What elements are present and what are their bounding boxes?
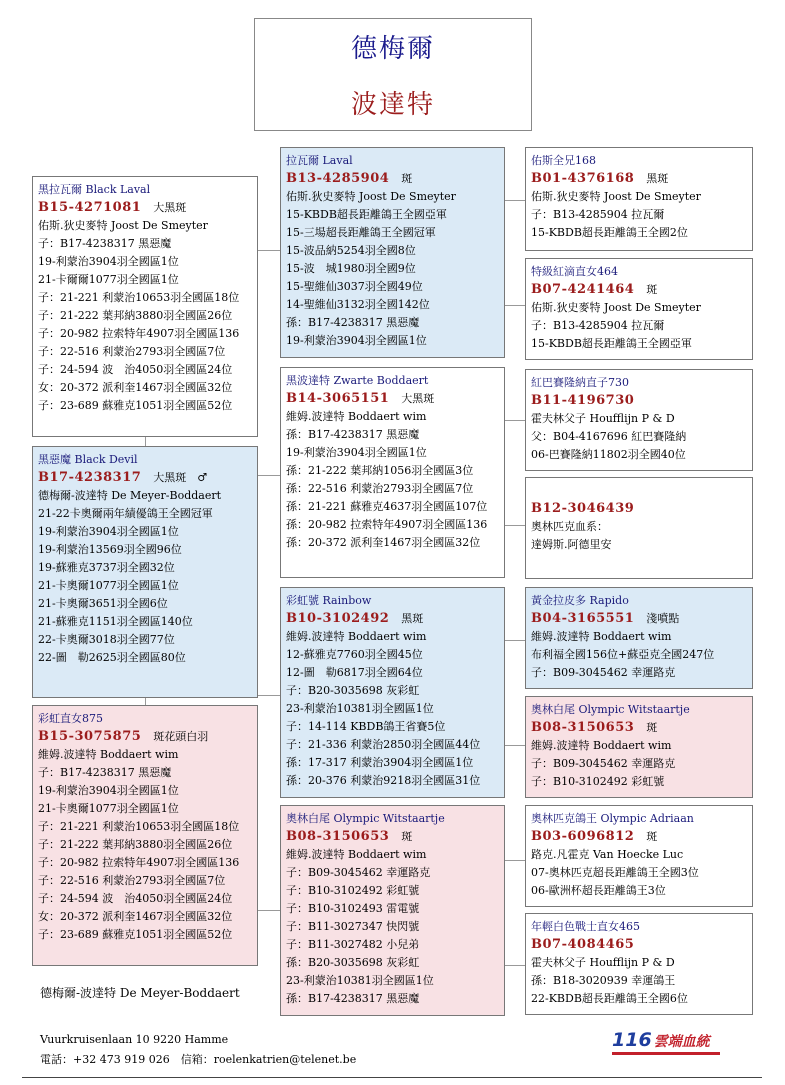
ring-number: B12-3046439: [531, 501, 635, 516]
pedigree-box-sire-dam: [280, 367, 505, 578]
pedigree-detail-line: 21-22卡奧爾兩年績優鴿王全國冠軍: [38, 507, 213, 520]
title-text-1: 德梅爾: [350, 34, 435, 64]
pigeon-name: 年輕白色戰士直女465: [531, 920, 640, 933]
pigeon-name: 黑拉瓦爾 Black Laval: [38, 183, 151, 196]
pedigree-detail-line: 子：B09-3045462 幸運路克: [286, 866, 431, 879]
pedigree-detail-line: 佑斯.狄史麥特 Joost De Smeyter: [531, 301, 701, 314]
ring-number-row: [531, 392, 746, 410]
color-descriptor: 黑斑: [401, 612, 424, 625]
pedigree-box-dam-sire: [280, 587, 505, 798]
pedigree-detail-line: 15-聖維仙3037羽全國49位: [286, 280, 423, 293]
connector-line: [257, 695, 280, 696]
ring-number-row: [286, 828, 498, 846]
ring-number: B07-4241464: [531, 282, 635, 297]
color-descriptor: 黑斑: [646, 172, 669, 185]
pedigree-detail-line: 子：20-982 拉索特年4907羽全國區136: [38, 327, 240, 340]
connector-line: [257, 475, 280, 476]
color-descriptor: 斑: [646, 830, 658, 843]
pedigree-detail-line: 子：B10-3102493 雷電號: [286, 902, 420, 915]
pedigree-detail-line: 15-三場超長距離鴿王全國冠軍: [286, 226, 436, 239]
pedigree-detail-line: 子：B10-3102492 彩虹號: [286, 884, 420, 897]
pigeon-name: 彩虹號 Rainbow: [286, 594, 372, 607]
pedigree-detail-line: 霍夫林父子 Houfflijn P & D: [531, 956, 675, 969]
pedigree-detail-line: 維姆.波達特 Boddaert wim: [286, 848, 427, 861]
color-descriptor: 斑花頭白羽: [153, 730, 209, 743]
pigeon-name: 奧林白尾 Olympic Witstaartje: [531, 703, 690, 716]
pedigree-detail-line: 15-KBDB超長距離鴿王全國2位: [531, 226, 688, 239]
connector-line: [504, 860, 525, 861]
ring-number: B07-4084465: [531, 937, 635, 952]
pedigree-detail-line: 15-KBDB超長距離鴿王全國亞軍: [531, 337, 692, 350]
pedigree-detail-line: 達姆斯.阿德里安: [531, 538, 612, 551]
pedigree-detail-line: 孫：20-376 利蒙治9218羽全國區31位: [286, 774, 481, 787]
pedigree-detail-line: 子：24-594 波 治4050羽全國區24位: [38, 892, 233, 905]
pedigree-detail-line: 維姆.波達特 Boddaert wim: [531, 630, 672, 643]
pedigree-detail-line: 22-KBDB超長距離鴿王全國6位: [531, 992, 688, 1005]
ring-number: B13-4285904: [286, 171, 390, 186]
pedigree-detail-line: 德梅爾-波達特 De Meyer-Boddaert: [38, 489, 222, 502]
ring-number-row: [531, 500, 746, 518]
pedigree-detail-line: 維姆.波達特 Boddaert wim: [38, 748, 179, 761]
page-bottom-rule: [22, 1077, 762, 1078]
pedigree-detail-line: 佑斯.狄史麥特 Joost De Smeyter: [531, 190, 701, 203]
pedigree-detail-line: 子：B09-3045462 幸運路克: [531, 757, 676, 770]
color-descriptor: 大黑斑 ♂: [153, 471, 208, 484]
ring-number: B10-3102492: [286, 611, 390, 626]
pedigree-detail-line: 孫：21-222 葉邦納1056羽全國區3位: [286, 464, 474, 477]
pedigree-box-gg1: [525, 147, 753, 251]
ring-number: B15-3075875: [38, 729, 142, 744]
pedigree-detail-line: 子：20-982 拉索特年4907羽全國區136: [38, 856, 240, 869]
pedigree-detail-line: 19-蘇雅克3737羽全國32位: [38, 561, 175, 574]
pedigree-detail-line: 19-利蒙治3904羽全國區1位: [38, 525, 179, 538]
title-text-2: 波達特: [350, 89, 435, 120]
logo-underline: [612, 1052, 720, 1055]
ring-number-row: [531, 719, 746, 737]
ring-number-row: [38, 199, 251, 217]
ring-number: B04-3165551: [531, 611, 635, 626]
ring-number-row: [38, 728, 251, 746]
pedigree-detail-line: 子：B11-3027482 小兒弟: [286, 938, 420, 951]
color-descriptor: 大黑斑: [153, 201, 187, 214]
pedigree-detail-line: 子：21-221 利蒙治10653羽全國區18位: [38, 820, 240, 833]
pedigree-detail-line: 路克.凡霍克 Van Hoecke Luc: [531, 848, 684, 861]
connector-line: [257, 910, 280, 911]
pedigree-detail-line: 子：B13-4285904 拉瓦爾: [531, 208, 665, 221]
pedigree-detail-line: 孫：20-982 拉索特年4907羽全國區136: [286, 518, 488, 531]
connector-line: [504, 745, 525, 746]
pedigree-detail-line: 子：23-689 蘇雅克1051羽全國區52位: [38, 928, 233, 941]
pedigree-box-dam-dam: [280, 805, 505, 1016]
pedigree-detail-line: 19-利蒙治3904羽全國區1位: [38, 784, 179, 797]
pedigree-detail-line: 子：21-336 利蒙治2850羽全國區44位: [286, 738, 481, 751]
owner-contact: 電話：+32 473 919 026 信箱：roelenkatrien@telenet.be: [40, 1053, 357, 1066]
pedigree-detail-line: 子：B20-3035698 灰彩虹: [286, 684, 420, 697]
ring-number-row: [286, 390, 498, 408]
pedigree-detail-line: 布利福全國156位+蘇亞克全國247位: [531, 648, 715, 661]
pedigree-detail-line: 子：B10-3102492 彩虹號: [531, 775, 665, 788]
connector-line: [504, 525, 525, 526]
ring-number-row: [531, 281, 746, 299]
pedigree-detail-line: 子：21-221 利蒙治10653羽全國區18位: [38, 291, 240, 304]
pedigree-detail-line: 孫：B17-4238317 黑惡魔: [286, 316, 420, 329]
pedigree-box-subject: [32, 446, 258, 698]
connector-line: [504, 305, 525, 306]
logo-text: 雲端血統: [653, 1034, 710, 1050]
pedigree-detail-line: 子：21-222 葉邦納3880羽全國區26位: [38, 309, 233, 322]
pedigree-detail-line: 15-KBDB超長距離鴿王全國亞軍: [286, 208, 447, 221]
pedigree-detail-line: 21-卡爾爾1077羽全國區1位: [38, 273, 179, 286]
pigeon-name: 特級紅滴直女464: [531, 265, 618, 278]
owner-address: Vuurkruisenlaan 10 9220 Hamme: [40, 1033, 229, 1046]
ring-number: B15-4271081: [38, 200, 142, 215]
pedigree-detail-line: 維姆.波達特 Boddaert wim: [286, 630, 427, 643]
pedigree-detail-line: 子：23-689 蘇雅克1051羽全國區52位: [38, 399, 233, 412]
pedigree-detail-line: 孫：B18-3020939 幸運鴿王: [531, 974, 676, 987]
pedigree-detail-line: 女：20-372 派利奎1467羽全國區32位: [38, 381, 233, 394]
pedigree-detail-line: 21-卡奧爾3651羽全國6位: [38, 597, 168, 610]
pedigree-detail-line: 子：B17-4238317 黑惡魔: [38, 766, 172, 779]
pedigree-detail-line: 維姆.波達特 Boddaert wim: [286, 410, 427, 423]
connector-line: [504, 965, 525, 966]
pedigree-detail-line: 22-卡奧爾3018羽全國77位: [38, 633, 175, 646]
ring-number: B17-4238317: [38, 470, 142, 485]
pedigree-box-dam: [32, 705, 258, 966]
pedigree-detail-line: 孫：21-221 蘇雅克4637羽全國區107位: [286, 500, 488, 513]
color-descriptor: 淺噴點: [646, 612, 680, 625]
pedigree-detail-line: 孫：22-516 利蒙治2793羽全國區7位: [286, 482, 474, 495]
pedigree-detail-line: 子：B09-3045462 幸運路克: [531, 666, 676, 679]
pedigree-detail-line: 14-聖維仙3132羽全國142位: [286, 298, 430, 311]
ring-number: B08-3150653: [286, 829, 390, 844]
pedigree-detail-line: 孫：B17-4238317 黑惡魔: [286, 428, 420, 441]
pedigree-detail-line: 19-利蒙治3904羽全國區1位: [286, 446, 427, 459]
pedigree-detail-line: 15-波品納5254羽全國8位: [286, 244, 416, 257]
pedigree-detail-line: 孫：20-372 派利奎1467羽全國區32位: [286, 536, 481, 549]
connector-line: [504, 200, 525, 201]
ring-number: B11-4196730: [531, 393, 635, 408]
pedigree-box-gg5: [525, 587, 753, 689]
ring-number-row: [286, 170, 498, 188]
pigeon-name: 彩虹直女875: [38, 712, 103, 725]
color-descriptor: 斑: [646, 721, 658, 734]
pedigree-detail-line: 子：14-114 KBDB鴿王省賽5位: [286, 720, 446, 733]
pigeon-name: 奧林白尾 Olympic Witstaartje: [286, 812, 445, 825]
pedigree-detail-line: 21-卡奧爾1077羽全國區1位: [38, 802, 179, 815]
pedigree-detail-line: 父：B04-4167696 紅巴賽隆納: [531, 430, 687, 443]
pedigree-box-sire-sire: [280, 147, 505, 358]
pedigree-detail-line: 15-波 城1980羽全國9位: [286, 262, 416, 275]
color-descriptor: 大黑斑: [401, 392, 435, 405]
pedigree-box-gg2: [525, 258, 753, 360]
connector-line: [504, 640, 525, 641]
ring-number: B14-3065151: [286, 391, 390, 406]
ring-number: B08-3150653: [531, 720, 635, 735]
pedigree-detail-line: 19-利蒙治3904羽全國區1位: [38, 255, 179, 268]
owner-name: 德梅爾-波達特 De Meyer-Boddaert: [40, 986, 240, 1000]
pigeon-name: 拉瓦爾 Laval: [286, 154, 353, 167]
pedigree-detail-line: 22-圖 勒2625羽全國區80位: [38, 651, 186, 664]
pedigree-detail-line: 子：B17-4238317 黑惡魔: [38, 237, 172, 250]
pedigree-detail-line: 孫：B20-3035698 灰彩虹: [286, 956, 420, 969]
connector-line: [257, 250, 280, 251]
pedigree-box-gg7: [525, 805, 753, 907]
ring-number: B01-4376168: [531, 171, 635, 186]
pedigree-detail-line: 子：B11-3027347 快閃號: [286, 920, 420, 933]
pigeon-name: 黑波達特 Zwarte Boddaert: [286, 374, 429, 387]
ring-number-row: [286, 610, 498, 628]
ring-number-row: [531, 610, 746, 628]
pedigree-detail-line: 子：22-516 利蒙治2793羽全國區7位: [38, 345, 226, 358]
color-descriptor: 斑: [401, 830, 413, 843]
pedigree-box-gg8: [525, 913, 753, 1015]
pedigree-title-line1: [254, 18, 532, 75]
pedigree-detail-line: 佑斯.狄史麥特 Joost De Smeyter: [38, 219, 208, 232]
pedigree-detail-line: 子：B13-4285904 拉瓦爾: [531, 319, 665, 332]
pigeon-name: 黃金拉皮多 Rapido: [531, 594, 629, 607]
pedigree-title-line2: [254, 74, 532, 131]
pedigree-detail-line: 21-卡奧爾1077羽全國區1位: [38, 579, 179, 592]
pedigree-box-gg4: [525, 477, 753, 579]
ring-number-row: [531, 828, 746, 846]
pigeon-name: 紅巴賽隆納直子730: [531, 376, 629, 389]
ring-number-row: [531, 170, 746, 188]
pedigree-detail-line: 06-巴賽隆納11802羽全國40位: [531, 448, 686, 461]
pedigree-detail-line: 12-圖 勒6817羽全國64位: [286, 666, 423, 679]
pigeon-name: 奧林匹克鴿王 Olympic Adriaan: [531, 812, 694, 825]
pedigree-detail-line: 霍夫林父子 Houfflijn P & D: [531, 412, 675, 425]
pedigree-box-gg6: [525, 696, 753, 798]
pedigree-detail-line: 女：20-372 派利奎1467羽全國區32位: [38, 910, 233, 923]
ring-number-row: [531, 936, 746, 954]
ring-number-row: [38, 469, 251, 487]
pedigree-detail-line: 19-利蒙治3904羽全國區1位: [286, 334, 427, 347]
pigeon-name: 黑惡魔 Black Devil: [38, 453, 138, 466]
pedigree-detail-line: 07-奧林匹克超長距離鴿王全國3位: [531, 866, 699, 879]
color-descriptor: 斑: [401, 172, 413, 185]
pigeon-name: 佑斯全兄168: [531, 154, 596, 167]
pedigree-box-gg3: [525, 369, 753, 471]
pedigree-detail-line: 子：21-222 葉邦納3880羽全國區26位: [38, 838, 233, 851]
pedigree-detail-line: 孫：B17-4238317 黑惡魔: [286, 992, 420, 1005]
ring-number: B03-6096812: [531, 829, 635, 844]
pedigree-detail-line: 子：22-516 利蒙治2793羽全國區7位: [38, 874, 226, 887]
pedigree-detail-line: 19-利蒙治13569羽全國96位: [38, 543, 182, 556]
connector-line: [504, 420, 525, 421]
pedigree-detail-line: 奧林匹克血系：: [531, 520, 608, 533]
pedigree-detail-line: 孫：17-317 利蒙治3904羽全國區1位: [286, 756, 474, 769]
pedigree-box-sire: [32, 176, 258, 437]
pedigree-detail-line: 佑斯.狄史麥特 Joost De Smeyter: [286, 190, 456, 203]
brand-logo: [612, 1029, 710, 1051]
pedigree-detail-line: 維姆.波達特 Boddaert wim: [531, 739, 672, 752]
pedigree-detail-line: 子：24-594 波 治4050羽全國區24位: [38, 363, 233, 376]
pedigree-detail-line: 21-蘇雅克1151羽全國區140位: [38, 615, 193, 628]
logo-number: 116: [612, 1029, 652, 1051]
color-descriptor: 斑: [646, 283, 658, 296]
pedigree-detail-line: 12-蘇雅克7760羽全國45位: [286, 648, 423, 661]
pedigree-detail-line: 23-利蒙治10381羽全國區1位: [286, 702, 434, 715]
pedigree-detail-line: 23-利蒙治10381羽全國區1位: [286, 974, 434, 987]
pedigree-detail-line: 06-歐洲杯超長距離鴿王3位: [531, 884, 666, 897]
